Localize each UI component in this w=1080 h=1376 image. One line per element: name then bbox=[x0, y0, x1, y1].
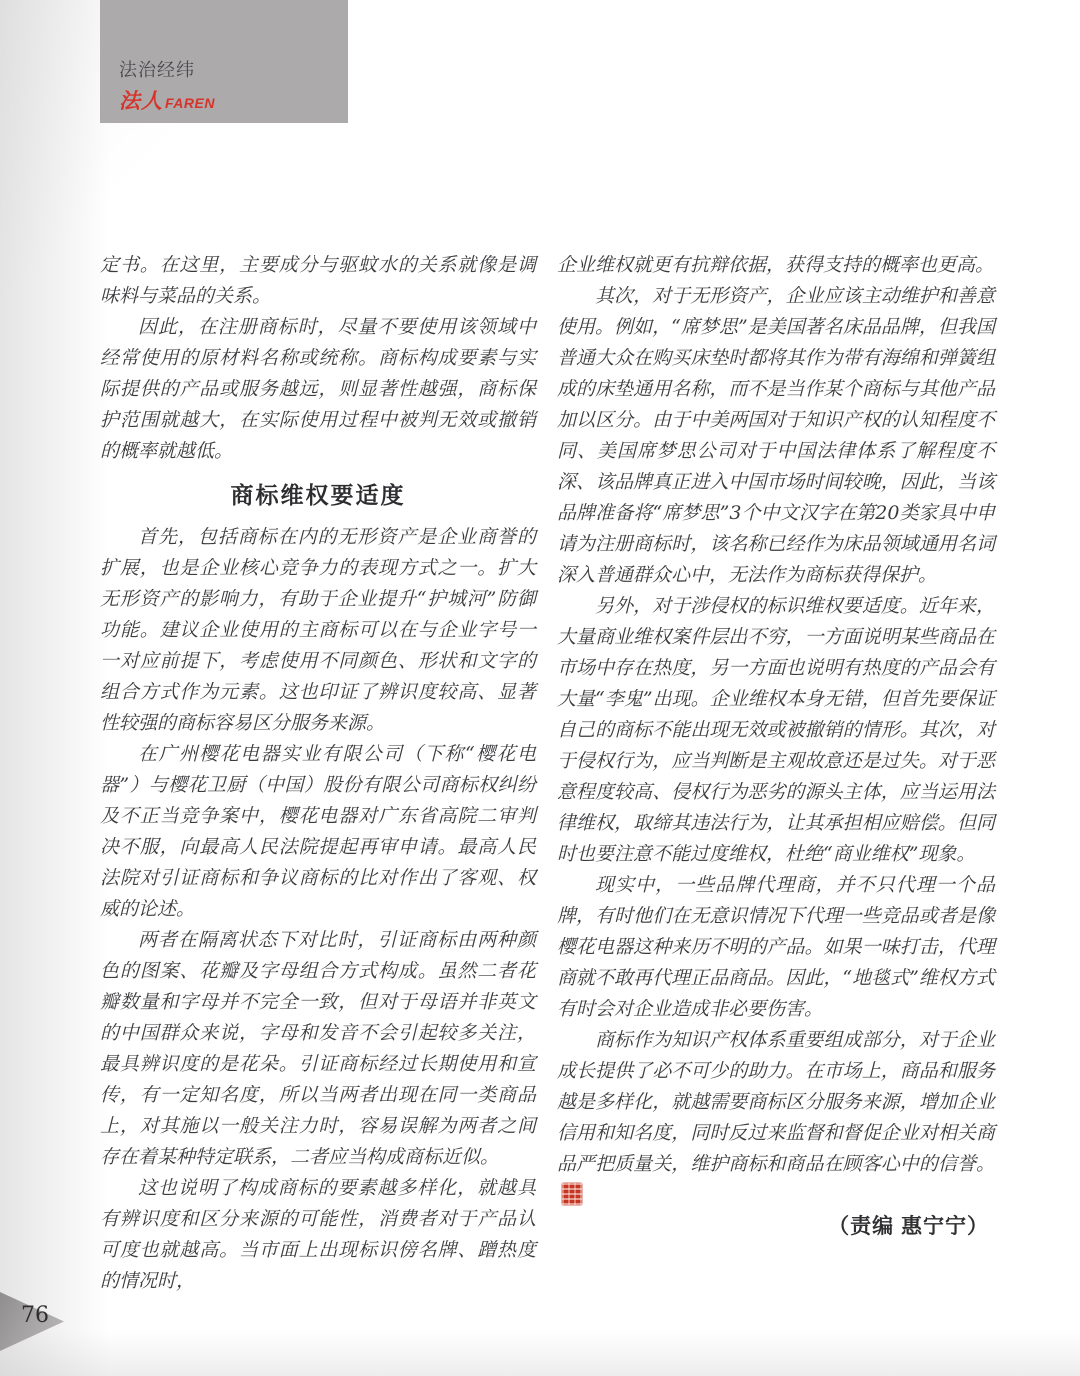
editor-byline: （责编 惠宁宁） bbox=[828, 1215, 989, 1238]
paragraph: 两者在隔离状态下对比时，引证商标由两种颜色的图案、花瓣及字母组合方式构成。虽然二者花瓣数量和字母并不完全一致，但对于母语并非英文的中国群众来说，字母和发音不会引起较多关注，最具辨识度的是花朵。引证商标经过长期使用和宣传，有一定知名度，所以当两者出现在同一类商品上，对其施以一般关注力时，容易误解为两者之间存在着某种特定联系，二者应当构成商标近似。 bbox=[100, 929, 536, 1168]
paragraph: 因此，在注册商标时，尽量不要使用该领域中经常使用的原材料名称或统称。商标构成要素与实际提供的产品或服务越远，则显著性越强，商标保护范围就越大，在实际使用过程中被判无效或撤销的概率就越低。 bbox=[100, 316, 536, 462]
logo-en-text: FAREN bbox=[165, 95, 215, 111]
red-seal-stamp bbox=[562, 1183, 582, 1205]
paragraph: 企业维权就更有抗辩依据，获得支持的概率也更高。 bbox=[557, 254, 995, 276]
magazine-logo bbox=[119, 85, 348, 115]
logo-cn-text: 法人 bbox=[119, 90, 163, 113]
section-heading: 商标维权要适度 bbox=[230, 482, 406, 509]
paragraph: 另外，对于涉侵权的标识维权要适度。近年来，大量商业维权案件层出不穷，一方面说明某些商品在市场中存在热度，另一方面也说明有热度的产品会有大量“李鬼”出现。企业维权本身无错，但首先要保证自己的商标不能出现无效或被撤销的情形。其次，对于侵权行为，应当判断是主观故意还是过失。对于恶意程度较高、侵权行为恶劣的源头主体，应当运用法律维权，取缔其违法行为，让其承担相应赔偿。但同时也要注意不能过度维权，杜绝“商业维权”现象。 bbox=[557, 595, 995, 865]
section-header bbox=[100, 0, 348, 123]
paragraph bbox=[557, 1025, 995, 1211]
paragraph: 这也说明了构成商标的要素越多样化，就越具有辨识度和区分来源的可能性，消费者对于产品认可度也就越高。当市面上出现标识傍名牌、蹭热度的情况时， bbox=[100, 1177, 536, 1292]
paragraph: 首先，包括商标在内的无形资产是企业商誉的扩展，也是企业核心竞争力的表现方式之一。扩大无形资产的影响力，有助于企业提升“护城河”防御功能。建议企业使用的主商标可以在与企业字号一一对应前提下，考虑使用不同颜色、形状和文字的组合方式作为元素。这也印证了辨识度较高、显著性较强的商标容易区分服务来源。 bbox=[100, 526, 536, 734]
paragraph: 在广州樱花电器实业有限公司（下称“樱花电器”）与樱花卫厨（中国）股份有限公司商标权纠纷及不正当竞争案中，樱花电器对广东省高院二审判决不服，向最高人民法院提起再审申请。最高人民法院对引证商标和争议商标的比对作出了客观、权威的论述。 bbox=[100, 743, 536, 920]
paragraph: 现实中，一些品牌代理商，并不只代理一个品牌，有时他们在无意识情况下代理一些竞品或者是像樱花电器这种来历不明的产品。如果一味打击，代理商就不敢再代理正品商品。因此，“地毯式”维权方式有时会对企业造成非必要伤害。 bbox=[557, 874, 995, 1020]
right-column bbox=[557, 250, 995, 1242]
paragraph-text: 商标作为知识产权体系重要组成部分，对于企业成长提供了必不可少的助力。在市场上，商品和服务越是多样化，就越需要商标区分服务来源，增加企业信用和知名度，同时反过来监督和督促企业对相关商品严把质量关，维护商标和商品在顾客心中的信誉。 bbox=[557, 1029, 995, 1175]
paragraph: 定书。在这里，主要成分与驱蚊水的关系就像是调味料与菜品的关系。 bbox=[100, 254, 536, 307]
page-number: 76 bbox=[21, 1303, 49, 1328]
paragraph: 其次，对于无形资产，企业应该主动维护和善意使用。例如，“席梦思”是美国著名床品品牌，但我国普通大众在购买床垫时都将其作为带有海绵和弹簧组成的床垫通用名称，而不是当作某个商标与其他产品加以区分。由于中美两国对于知识产权的认知程度不同、美国席梦思公司对于中国法律体系了解程度不深、该品牌真正进入中国市场时间较晚，因此，当该品牌准备将“席梦思”3个中文汉字在第20类家具中申请为注册商标时，该名称已经作为床品领域通用名词深入普通群众心中，无法作为商标获得保护。 bbox=[557, 285, 995, 586]
section-title: 法治经纬 bbox=[119, 60, 195, 81]
left-column bbox=[100, 250, 536, 1297]
